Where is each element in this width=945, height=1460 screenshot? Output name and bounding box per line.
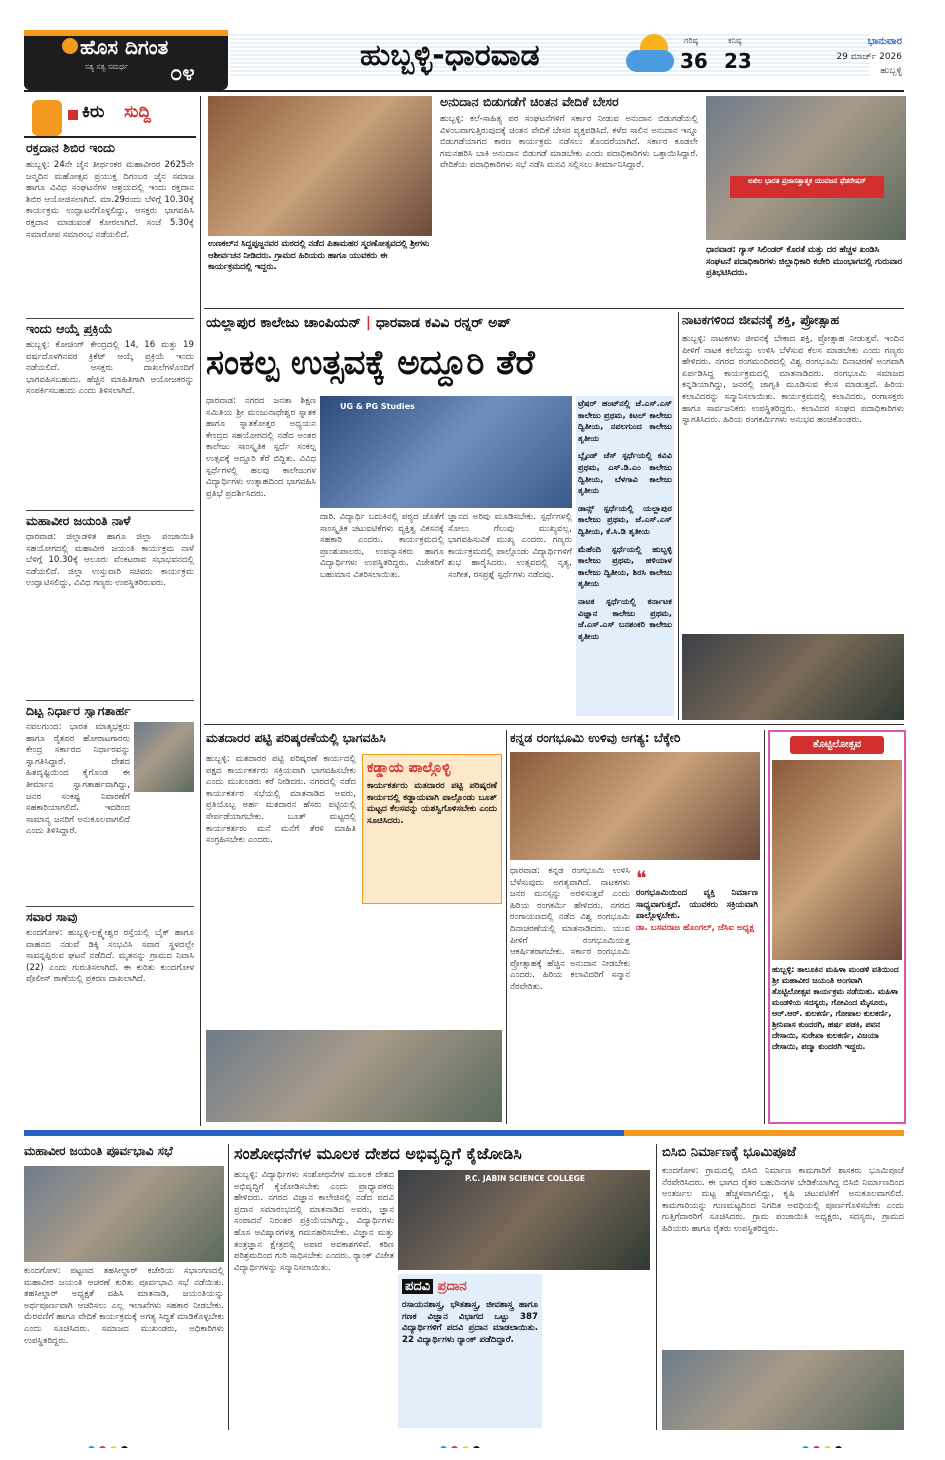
bisibi-photo [662, 1350, 904, 1430]
sankalpa-kicker-a: ಯಲ್ಲಾಪುರ ಕಾಲೇಜು ಚಾಂಪಿಯನ್ [206, 315, 361, 331]
min-temp: 23 [724, 49, 752, 73]
kirusuddi-item-4-body: ನವಲಗುಂದ: ಭಾರತ ಮಾತೃಭಕ್ತರು ಹಾಗೂ ರೈತಪರ ಹೋರಾಟಗಾರರು ಕೇಂದ್ರ ಸರ್ಕಾರದ ನಿರ್ಧಾರವನ್ನು ಸ್ವಾಗತಿಸಿದ್ದಾರೆ. ದೇಶದ ಹಿತದೃಷ್ಟಿಯಿಂದ ಕೈಗೊಂಡ ಈ ತೀರ್ಮಾನ ಸ್ವಾಗತಾರ್ಹವಾಗಿದ್ದು, ಜನರ ಸಂಕಷ್ಟ ನಿವಾರಣೆಗೆ ಸಹಕಾರಿಯಾಗಲಿದೆ. ಇದರಿಂದ ಸಾಮಾನ್ಯ ಜನರಿಗೆ ಅನುಕೂಲವಾಗಲಿದೆ ಎಂದು ತಿಳಿಸಿದ್ದಾರೆ. [26, 722, 130, 837]
sankalpa-kicker-b: ಧಾರವಾಡ ಕವಿವಿ ರನ್ನರ್ ಅಪ್ [375, 315, 511, 331]
sankalpa-photo-banner: UG & PG Studies [340, 402, 415, 411]
kannada-ranga-quote-box [634, 866, 760, 966]
color-dots-mid [438, 1438, 498, 1448]
sankalpa-kicker-sep: | [365, 315, 376, 331]
sankalpa-result-5: ನಾಟಕ ಸ್ಪರ್ಧೆಯಲ್ಲಿ ಕರ್ನಾಟಕ ವಿಜ್ಞಾನ ಕಾಲೇಜು ಪ್ರಥಮ, ಜೆ.ಎಸ್.ಎಸ್ ಬನಶಂಕರಿ ಕಾಲೇಜು ತೃತೀಯ [578, 595, 672, 641]
sankalpa-kicker [206, 312, 674, 334]
matadara-body: ಹುಬ್ಬಳ್ಳಿ: ಮತದಾರರ ಪಟ್ಟಿ ಪರಿಷ್ಕರಣೆ ಕಾರ್ಯದಲ್ಲಿ ಪಕ್ಷದ ಕಾರ್ಯಕರ್ತರು ಸಕ್ರಿಯವಾಗಿ ಭಾಗವಹಿಸಬೇಕು ಎಂದು ಮುಖಂಡರು ಕರೆ ನೀಡಿದರು. ನಗರದಲ್ಲಿ ನಡೆದ ಕಾರ್ಯಕರ್ತರ ಸಭೆಯಲ್ಲಿ ಮಾತನಾಡಿದ ಅವರು, ಪ್ರತಿಯೊಬ್ಬ ಅರ್ಹ ಮತದಾರನ ಹೆಸರು ಪಟ್ಟಿಯಲ್ಲಿ ಸೇರ್ಪಡೆಯಾಗಬೇಕು. ಬೂತ್ ಮಟ್ಟದಲ್ಲಿ ಕಾರ್ಯಕರ್ತರು ಮನೆ ಮನೆಗೆ ತೆರಳಿ ಮಾಹಿತಿ ಸಂಗ್ರಹಿಸಬೇಕು ಎಂದರು. [206, 754, 356, 846]
tottilotsava-photo [772, 760, 902, 960]
samshodhana-box [398, 1274, 542, 1428]
column-divider [200, 96, 201, 1126]
nataka-title: ನಾಟಕಗಳಿಂದ ಜೀವನಕ್ಕೆ ಶಕ್ತಿ, ಪ್ರೋತ್ಸಾಹ [682, 312, 840, 327]
samshodhana-box-body: ರಸಾಯನಶಾಸ್ತ್ರ, ಭೌತಶಾಸ್ತ್ರ, ಜೀವಶಾಸ್ತ್ರ ಹಾಗೂ ಗಣಕ ವಿಜ್ಞಾನ ವಿಭಾಗದ ಒಟ್ಟು 387 ವಿದ್ಯಾರ್ಥಿಗಳಿಗೆ ಪದವಿ ಪ್ರದಾನ ಮಾಡಲಾಯಿತು. 22 ವಿದ್ಯಾರ್ಥಿಗಳು ರ‍್ಯಾಂಕ್ ಪಡೆದಿದ್ದಾರೆ. [402, 1300, 538, 1345]
row-rule-2 [204, 724, 904, 725]
column-divider-2 [678, 312, 679, 720]
nataka-body: ಹುಬ್ಬಳ್ಳಿ: ನಾಟಕಗಳು ಜೀವನಕ್ಕೆ ಬೇಕಾದ ಶಕ್ತಿ, ಪ್ರೋತ್ಸಾಹ ನೀಡುತ್ತವೆ. ಇಂದಿನ ಪೀಳಿಗೆ ನಾಟಕ ಕಲೆಯನ್ನು ಉಳಿಸಿ ಬೆಳೆಸುವ ಕೆಲಸ ಮಾಡಬೇಕು ಎಂದು ಗಣ್ಯರು ಹೇಳಿದರು. ನಗರದ ರಂಗಮಂದಿರದಲ್ಲಿ ವಿಶ್ವ ರಂಗಭೂಮಿ ದಿನಾಚರಣೆ ಅಂಗವಾಗಿ ಏರ್ಪಡಿಸಿದ್ದ ಕಾರ್ಯಕ್ರಮದಲ್ಲಿ ಮಾತನಾಡಿದರು. ರಂಗಭೂಮಿ ಸಮಾಜದ ಕನ್ನಡಿಯಾಗಿದ್ದು, ಜನರಲ್ಲಿ ಜಾಗೃತಿ ಮೂಡಿಸುವ ಕೆಲಸ ಮಾಡುತ್ತದೆ. ಹಿರಿಯ ಕಲಾವಿದರನ್ನು ಸನ್ಮಾನಿಸಲಾಯಿತು. ಕಾರ್ಯಕ್ರಮದಲ್ಲಿ ಕಲಾವಿದರು, ರಂಗಾಸಕ್ತರು ಹಾಗೂ ಸಾರ್ವಜನಿಕರು ಉಪಸ್ಥಿತರಿದ್ದರು. ಕಲಾವಿದರ ಸಂಘದ ಪದಾಧಿಕಾರಿಗಳು ಸ್ವಾಗತಿಸಿದರು. ಹಿರಿಯ ರಂಗಕರ್ಮಿಗಳು ಅನುಭವ ಹಂಚಿಕೊಂಡರು. [682, 334, 904, 426]
tottilotsava-tag: ತೊಟ್ಟಿಲೋತ್ಸವ [790, 736, 884, 754]
sankalpa-result-4: ಮೆಹೆಂದಿ ಸ್ಪರ್ಧೆಯಲ್ಲಿ ಹುಬ್ಬಳ್ಳಿ ಕಾಲೇಜು ಪ್ರಥಮ, ಹಳಿಯಾಳ ಕಾಲೇಜು ದ್ವಿತೀಯ, ಶಿರಸಿ ಕಾಲೇಜು ತೃತೀಯ [578, 543, 672, 589]
kirusuddi-item-1-body: ಹುಬ್ಬಳ್ಳಿ: 24ನೇ ಜೈನ ತೀರ್ಥಂಕರ ಮಹಾವೀರರ 2625ನೇ ಜನ್ಮದಿನ ಮಹೋತ್ಸವ ಪ್ರಯುಕ್ತ ದಿಗಂಬರ ಜೈನ ಸಮಾಜ ಹಾಗೂ ವಿವಿಧ ಸಂಘಟನೆಗಳ ಆಶ್ರಯದಲ್ಲಿ ಇಂದು ರಕ್ತದಾನ ಶಿಬಿರ ಆಯೋಜಿಸಲಾಗಿದೆ. ಮಾ.29ರಂದು ಬೆಳಿಗ್ಗೆ 10.30ಕ್ಕೆ ಕಾರ್ಯಕ್ರಮ ಉದ್ಘಾಟನೆಗೊಳ್ಳಲಿದ್ದು, ಆಸಕ್ತರು ಭಾಗವಹಿಸಿ ರಕ್ತದಾನ ಮಾಡುವಂತೆ ಕೋರಲಾಗಿದೆ. ಸಂಜೆ 5.30ಕ್ಕೆ ಸಮಾರೋಪ ಸಮಾರಂಭ ನಡೆಯಲಿದೆ. [26, 160, 194, 240]
quote-icon: ❝ [636, 866, 647, 890]
nataka-photo [682, 634, 904, 720]
kirusuddi-portrait-photo [134, 722, 194, 792]
mahaveera-sabhe-photo [24, 1166, 224, 1262]
page-number: ೦೪ [170, 61, 195, 86]
protest-photo [706, 96, 906, 240]
kirusuddi-column [24, 96, 196, 1126]
kirusuddi-item-2-title: ಇಂದು ಆಯ್ಕೆ ಪ್ರಕ್ರಿಯೆ [26, 318, 194, 336]
logo-text: ಹೊಸ ದಿಗಂತ [80, 35, 169, 59]
top-story-photo [208, 96, 432, 236]
sankalpa-result-1: ಟ್ರೆಷರ್ ಹಂಟ್‌ನಲ್ಲಿ ಜೆ.ಎಸ್.ಎಸ್ ಕಾಲೇಜು ಪ್ರಥಮ, ಕಿಟಲ್ ಕಾಲೇಜು ದ್ವಿತೀಯ, ನವಲಗುಂದ ಕಾಲೇಜು ತೃತೀಯ [578, 398, 672, 443]
kirusuddi-item-5-body: ಕುಂದಗೋಳ: ಹುಬ್ಬಳ್ಳಿ-ಲಕ್ಷ್ಮೇಶ್ವರ ರಸ್ತೆಯಲ್ಲಿ ಬೈಕ್ ಹಾಗೂ ವಾಹನದ ನಡುವೆ ಡಿಕ್ಕಿ ಸಂಭವಿಸಿ ಸವಾರ ಸ್ಥಳದಲ್ಲೇ ಸಾವನ್ನಪ್ಪಿರುವ ಘಟನೆ ನಡೆದಿದೆ. ಮೃತನನ್ನು ಗ್ರಾಮದ ನಿವಾಸಿ (22) ಎಂದು ಗುರುತಿಸಲಾಗಿದೆ. ಈ ಕುರಿತು ಕುಂದಗೋಳ ಪೊಲೀಸ್ ಠಾಣೆಯಲ್ಲಿ ಪ್ರಕರಣ ದಾಖಲಾಗಿದೆ. [26, 928, 194, 985]
kirusuddi-item-3-title: ಮಹಾವೀರ ಜಯಂತಿ ನಾಳೆ [26, 510, 194, 528]
column-divider-5 [228, 1144, 229, 1430]
samshodhana-title: ಸಂಶೋಧನೆಗಳ ಮೂಲಕ ದೇಶದ ಅಭಿವೃದ್ಧಿಗೆ ಕೈಜೋಡಿಸಿ [234, 1144, 522, 1163]
kirusuddi-item-3-body: ಧಾರವಾಡ: ಜಿಲ್ಲಾಡಳಿತ ಹಾಗೂ ಜಿಲ್ಲಾ ಪಂಚಾಯಿತಿ ಸಹಯೋಗದಲ್ಲಿ ಮಹಾವೀರ ಜಯಂತಿ ಕಾರ್ಯಕ್ರಮ ನಾಳೆ ಬೆಳಿಗ್ಗೆ 10.30ಕ್ಕೆ ಆಲೂರು ವೆಂಕಟರಾವ ಸಭಾಭವನದಲ್ಲಿ ನಡೆಯಲಿದೆ. ಜಿಲ್ಲಾ ಉಸ್ತುವಾರಿ ಸಚಿವರು ಕಾರ್ಯಕ್ರಮ ಉದ್ಘಾಟಿಸಲಿದ್ದು, ವಿವಿಧ ಗಣ್ಯರು ಉಪಸ್ಥಿತರಿರುವರು. [26, 532, 194, 589]
sankalpa-col-1: ಧಾರವಾಡ: ನಗರದ ಜನತಾ ಶಿಕ್ಷಣ ಸಮಿತಿಯ ಶ್ರೀ ಮಂಜುನಾಥೇಶ್ವರ ಸ್ನಾತಕ ಹಾಗೂ ಸ್ನಾತಕೋತ್ತರ ಅಧ್ಯಯನ ಕೇಂದ್ರದ ಸಹಯೋಗದಲ್ಲಿ ನಡೆದ ಅಂತರ ಕಾಲೇಜು ಸಾಂಸ್ಕೃತಿಕ ಸ್ಪರ್ಧೆ ಸಂಕಲ್ಪ ಉತ್ಸವಕ್ಕೆ ಅದ್ದೂರಿ ತೆರೆ ಬಿದ್ದಿತು. ವಿವಿಧ ಸ್ಪರ್ಧೆಗಳಲ್ಲಿ ಹಲವು ಕಾಲೇಜುಗಳ ವಿದ್ಯಾರ್ಥಿಗಳು ಉತ್ಸಾಹದಿಂದ ಭಾಗವಹಿಸಿ ಪ್ರತಿಭೆ ಪ್ರದರ್ಶಿಸಿದರು. [206, 396, 316, 499]
anudana-title: ಅನುದಾನ ಬಿಡುಗಡೆಗೆ ಚಿಂತನ ವೇದಿಕೆ ಬೇಸರ [440, 94, 619, 109]
samshodhana-body: ಹುಬ್ಬಳ್ಳಿ: ವಿದ್ಯಾರ್ಥಿಗಳು ಸಂಶೋಧನೆಗಳ ಮೂಲಕ ದೇಶದ ಅಭಿವೃದ್ಧಿಗೆ ಕೈಜೋಡಿಸಬೇಕು ಎಂದು ಪ್ರಾಧ್ಯಾಪಕರು ಹೇಳಿದರು. ನಗರದ ವಿಜ್ಞಾನ ಕಾಲೇಜಿನಲ್ಲಿ ನಡೆದ ಪದವಿ ಪ್ರದಾನ ಸಮಾರಂಭದಲ್ಲಿ ಮಾತನಾಡಿದ ಅವರು, ಜ್ಞಾನ ಸಂಪಾದನೆ ನಿರಂತರ ಪ್ರಕ್ರಿಯೆಯಾಗಿದ್ದು, ವಿದ್ಯಾರ್ಥಿಗಳು ಹೊಸ ಆವಿಷ್ಕಾರಗಳತ್ತ ಗಮನಹರಿಸಬೇಕು. ವಿಜ್ಞಾನ ಮತ್ತು ತಂತ್ರಜ್ಞಾನ ಕ್ಷೇತ್ರದಲ್ಲಿ ಅಪಾರ ಅವಕಾಶಗಳಿವೆ. ಕಠಿಣ ಪರಿಶ್ರಮದಿಂದ ಗುರಿ ಸಾಧಿಸಬೇಕು ಎಂದರು. ರ‍್ಯಾಂಕ್ ವಿಜೇತ ವಿದ್ಯಾರ್ಥಿಗಳನ್ನು ಸನ್ಮಾನಿಸಲಾಯಿತು. [234, 1170, 394, 1273]
kirusuddi-label-b: ಸುದ್ದಿ [124, 102, 151, 122]
date-label: 29 ಮಾರ್ಚ್ 2026 [836, 52, 902, 62]
logo-emblem-icon [62, 38, 78, 54]
sankalpa-result-3: ಡಾನ್ಸ್ ಸ್ಪರ್ಧೆಯಲ್ಲಿ ಯಲ್ಲಾಪುರ ಕಾಲೇಜು ಪ್ರಥಮ, ಜೆ.ಎಸ್.ಎಸ್ ದ್ವಿತೀಯ, ಕೆ.ಸಿ.ಡಿ ತೃತೀಯ [578, 502, 672, 536]
samshodhana-box-b: ಪ್ರದಾನ [437, 1279, 467, 1294]
max-temp-label: ಗರಿಷ್ಠ [684, 36, 698, 45]
sankalpa-results-box [576, 396, 674, 716]
weather-cloud-icon [626, 50, 674, 72]
mahaveera-sabhe-body: ಕುಂದಗೋಳ: ಪಟ್ಟಣದ ತಹಸೀಲ್ದಾರ್ ಕಚೇರಿಯ ಸಭಾಂಗಣದಲ್ಲಿ ಮಹಾವೀರ ಜಯಂತಿ ಆಚರಣೆ ಕುರಿತು ಪೂರ್ವಭಾವಿ ಸಭೆ ನಡೆಯಿತು. ತಹಸೀಲ್ದಾರ್ ಅಧ್ಯಕ್ಷತೆ ವಹಿಸಿ ಮಾತನಾಡಿ, ಜಯಂತಿಯನ್ನು ಅರ್ಥಪೂರ್ಣವಾಗಿ ಆಚರಿಸಲು ಎಲ್ಲ ಇಲಾಖೆಗಳು ಸಹಕಾರ ನೀಡಬೇಕು. ಮೆರವಣಿಗೆ ಹಾಗೂ ವೇದಿಕೆ ಕಾರ್ಯಕ್ರಮಕ್ಕೆ ಅಗತ್ಯ ಸಿದ್ಧತೆ ಮಾಡಿಕೊಳ್ಳಬೇಕು ಎಂದು ಸೂಚಿಸಿದರು. ಸಮಾಜದ ಮುಖಂಡರು, ಅಧಿಕಾರಿಗಳು ಉಪಸ್ಥಿತರಿದ್ದರು. [24, 1266, 224, 1346]
column-divider-3 [506, 730, 507, 1124]
color-dots-right [800, 1438, 860, 1448]
bisibi-body: ಕುಂದಗೋಳ: ಗ್ರಾಮದಲ್ಲಿ ಬಿಸಿಬಿ ನಿರ್ಮಾಣ ಕಾಮಗಾರಿಗೆ ಶಾಸಕರು ಭೂಮಿಪೂಜೆ ನೆರವೇರಿಸಿದರು. ಈ ಭಾಗದ ರೈತರ ಬಹುದಿನಗಳ ಬೇಡಿಕೆಯಾಗಿದ್ದ ಬಿಸಿಬಿ ನಿರ್ಮಾಣದಿಂದ ಅಂತರ್ಜಲ ಮಟ್ಟ ಹೆಚ್ಚಳವಾಗಲಿದ್ದು, ಕೃಷಿ ಚಟುವಟಿಕೆಗೆ ಅನುಕೂಲವಾಗಲಿದೆ. ಕಾಮಗಾರಿಯನ್ನು ಗುಣಮಟ್ಟದಿಂದ ನಿಗದಿತ ಅವಧಿಯಲ್ಲಿ ಪೂರ್ಣಗೊಳಿಸಬೇಕು ಎಂದು ಗುತ್ತಿಗೆದಾರರಿಗೆ ಸೂಚಿಸಿದರು. ಗ್ರಾಮ ಪಂಚಾಯಿತಿ ಅಧ್ಯಕ್ಷರು, ಸದಸ್ಯರು, ಗ್ರಾಮದ ಹಿರಿಯರು ಹಾಗೂ ರೈತರು ಉಪಸ್ಥಿತರಿದ್ದರು. [662, 1166, 904, 1234]
protest-caption: ಧಾರವಾಡ: ಗ್ಯಾಸ್ ಸಿಲಿಂಡರ್ ಕೊರತೆ ಮತ್ತು ದರ ಹೆಚ್ಚಳ ಖಂಡಿಸಿ ಸಂಘಟನೆ ಪದಾಧಿಕಾರಿಗಳು ಜಿಲ್ಲಾಧಿಕಾರಿ ಕಚೇರಿ ಮುಂಭಾಗದಲ್ಲಿ ಗುರುವಾರ ಪ್ರತಿಭಟಿಸಿದರು. [706, 244, 903, 277]
section-title: ಹುಬ್ಬಳ್ಳಿ-ಧಾರವಾಡ [360, 38, 540, 73]
kirusuddi-item-4-title: ದಿಟ್ಟ ನಿರ್ಧಾರ ಸ್ವಾಗತಾರ್ಹ [26, 700, 194, 718]
matadara-title: ಮತದಾರರ ಪಟ್ಟಿ ಪರಿಷ್ಕರಣೆಯಲ್ಲಿ ಭಾಗವಹಿಸಿ [206, 730, 386, 745]
min-temp-label: ಕನಿಷ್ಠ [728, 36, 742, 45]
row-rule-1 [204, 308, 904, 309]
kannada-ranga-quote: ರಂಗಭೂಮಿಯಿಂದ ವ್ಯಕ್ತಿ ನಿರ್ಮಾಣ ಸಾಧ್ಯವಾಗುತ್ತದೆ. ಯುವಕರು ಸಕ್ರಿಯವಾಗಿ ಪಾಲ್ಗೊಳ್ಳಬೇಕು. [636, 888, 758, 922]
divider-blue [24, 1130, 624, 1136]
masthead-rule [24, 90, 904, 92]
samshodhana-body-2 [546, 1274, 652, 1428]
matadara-photo [206, 1030, 502, 1122]
anudana-body: ಹುಬ್ಬಳ್ಳಿ: ಕಲೆ-ಸಾಹಿತ್ಯ ಪರ ಸಂಘಟನೆಗಳಿಗೆ ಸರ್ಕಾರ ನೀಡುವ ಅನುದಾನ ಬಿಡುಗಡೆಯಲ್ಲಿ ವಿಳಂಬವಾಗುತ್ತಿರುವುದಕ್ಕೆ ಚಿಂತನ ವೇದಿಕೆ ಬೇಸರ ವ್ಯಕ್ತಪಡಿಸಿದೆ. ಕಳೆದ ಸಾಲಿನ ಅನುದಾನ ಇನ್ನೂ ಬಿಡುಗಡೆಯಾಗದ ಕಾರಣ ಕಾರ್ಯಕ್ರಮ ನಡೆಸಲು ತೊಂದರೆಯಾಗಿದೆ. ಸರ್ಕಾರ ಕೂಡಲೇ ಗಮನಹರಿಸಿ ಬಾಕಿ ಅನುದಾನ ಬಿಡುಗಡೆ ಮಾಡಬೇಕು ಎಂದು ಪದಾಧಿಕಾರಿಗಳು ಒತ್ತಾಯಿಸಿದ್ದಾರೆ. ವೇದಿಕೆಯ ಪದಾಧಿಕಾರಿಗಳು ಸಭೆ ನಡೆಸಿ ಮನವಿ ಸಲ್ಲಿಸಲು ತೀರ್ಮಾನಿಸಿದ್ದಾರೆ. [440, 114, 698, 171]
masthead [0, 0, 945, 92]
divider-orange [624, 1130, 904, 1136]
tottilotsava-caption: ಹುಬ್ಬಳ್ಳಿ: ತಾಲೂಕಿನ ಮಹಿಳಾ ಮಂಡಳಿ ವತಿಯಿಂದ ಶ್ರೀ ಮಹಾವೀರ ಜಯಂತಿ ಅಂಗವಾಗಿ ತೊಟ್ಟಿಲೋತ್ಸವ ಕಾರ್ಯಕ್ರಮ ನಡೆಯಿತು. ಮಹಿಳಾ ಮಂಡಳಿಯ ಸದಸ್ಯರು, ಗೋವಿಂದ ಮೈಸೂರು, ಆರ್.ಆರ್. ಕುಲಕರ್ಣಿ, ಗೋಪಾಲ ಕುಲಕರ್ಣಿ, ಶ್ರೀನಿವಾಸ ಕುಂದರಗಿ, ಹರ್ಷ ಪಡಕಿ, ಪವನ ದೇಸಾಯಿ, ಸುರೇಖಾ ಕುಲಕರ್ಣಿ, ವಿಜಯಾ ದೇಸಾಯಿ, ಪದ್ಮಾ ಕುಂದರಗಿ ಇದ್ದರು. [772, 965, 899, 1051]
sankalpa-col-2: ದಾರಿ. ವಿದ್ಯಾರ್ಥಿ ಬದುಕಿನಲ್ಲಿ ಪಠ್ಯದ ಜೊತೆಗೆ ಸಾಂಸ್ಕೃತಿಕ ಚಟುವಟಿಕೆಗಳು ವ್ಯಕ್ತಿತ್ವ ವಿಕಸನಕ್ಕೆ ಸಹಕಾರಿ ಎಂದರು. ಕಾರ್ಯಕ್ರಮದಲ್ಲಿ ಪ್ರಾಂಶುಪಾಲರು, ಉಪನ್ಯಾಸಕರು ಹಾಗೂ ವಿದ್ಯಾರ್ಥಿಗಳು ಉಪಸ್ಥಿತರಿದ್ದರು. ವಿಜೇತರಿಗೆ ಬಹುಮಾನ ವಿತರಿಸಲಾಯಿತು. [320, 512, 444, 580]
kannada-ranga-title: ಕನ್ನಡ ರಂಗಭೂಮಿ ಉಳಿವು ಅಗತ್ಯ: ಬೆಕ್ಕೇರಿ [510, 730, 681, 745]
bisibi-title: ಬಿಸಿಬಿ ನಿರ್ಮಾಣಕ್ಕೆ ಭೂಮಿಪೂಜೆ [662, 1145, 797, 1160]
kannada-ranga-body: ಧಾರವಾಡ: ಕನ್ನಡ ರಂಗಭೂಮಿ ಉಳಿಸಿ ಬೆಳೆಸುವುದು ಅಗತ್ಯವಾಗಿದೆ. ನಾಟಕಗಳು ಜನರ ಮನಸ್ಸನ್ನು ಅರಳಿಸುತ್ತವೆ ಎಂದು ಹಿರಿಯ ರಂಗಕರ್ಮಿ ಹೇಳಿದರು. ನಗರದ ರಂಗಾಯಣದಲ್ಲಿ ನಡೆದ ವಿಶ್ವ ರಂಗಭೂಮಿ ದಿನಾಚರಣೆಯಲ್ಲಿ ಮಾತನಾಡಿದರು. ಯುವ ಪೀಳಿಗೆ ರಂಗಭೂಮಿಯತ್ತ ಆಕರ್ಷಿತರಾಗಬೇಕು. ಸರ್ಕಾರ ರಂಗಭೂಮಿ ಪ್ರೋತ್ಸಾಹಕ್ಕೆ ಹೆಚ್ಚಿನ ಅನುದಾನ ನೀಡಬೇಕು ಎಂದರು. ಹಿರಿಯ ಕಲಾವಿದರಿಗೆ ಸನ್ಮಾನ ನೆರವೇರಿತು. [510, 866, 630, 992]
mahaveera-sabhe-title: ಮಹಾವೀರ ಜಯಂತಿ ಪೂರ್ವಭಾವಿ ಸಭೆ [24, 1144, 173, 1158]
matadara-box-kicker: ಕಡ್ಡಾಯ ಪಾಲ್ಗೊಳ್ಳಿ [367, 760, 451, 776]
city-label: ಹುಬ್ಬಳ್ಳಿ [880, 66, 902, 76]
samshodhana-box-title [402, 1278, 538, 1296]
color-dots-left [86, 1438, 146, 1448]
max-temp: 36 [680, 49, 708, 73]
samshodhana-box-a: ಪದವಿ [402, 1279, 433, 1294]
kannada-ranga-quote-by: ಡಾ. ಬಸವರಾಜ ಹೊಂಗಲ್, ಜೆಸಿಐ ಅಧ್ಯಕ್ಷ [636, 922, 755, 933]
day-label: ಭಾನುವಾರ [867, 36, 902, 47]
kirusuddi-hand-icon [32, 100, 62, 136]
kirusuddi-label-a: ಕಿರು [82, 102, 105, 122]
bottom-divider-bar [24, 1130, 904, 1136]
kirusuddi-item-1-title: ರಕ್ತದಾನ ಶಿಬಿರ ಇಂದು [26, 140, 116, 155]
kirusuddi-item-2-body: ಹುಬ್ಬಳ್ಳಿ: ಕೋಚಿಂಗ್ ಕೇಂದ್ರದಲ್ಲಿ 14, 16 ಮತ್ತು 19 ವರ್ಷದೊಳಗಿನವರ ಕ್ರಿಕೆಟ್ ಆಯ್ಕೆ ಪ್ರಕ್ರಿಯೆ ಇಂದು ನಡೆಯಲಿದೆ. ಆಸಕ್ತರು ದಾಖಲೆಗಳೊಂದಿಗೆ ಭಾಗವಹಿಸಬಹುದು. ಹೆಚ್ಚಿನ ಮಾಹಿತಿಗಾಗಿ ಆಯೋಜಕರನ್ನು ಸಂಪರ್ಕಿಸಬಹುದು ಎಂದು ತಿಳಿಸಲಾಗಿದೆ. [26, 340, 194, 397]
sankalpa-col-3: ಜ್ಞಾನದ ಅರಿವು ಮೂಡಿಸಬೇಕು. ಸ್ಪರ್ಧೆಗಳಲ್ಲಿ ಸೋಲು ಗೆಲುವು ಮುಖ್ಯವಲ್ಲ, ಭಾಗವಹಿಸುವಿಕೆ ಮುಖ್ಯ ಎಂದರು. ಗಣ್ಯರು ಕಾರ್ಯಕ್ರಮದಲ್ಲಿ ಪಾಲ್ಗೊಂಡು ವಿದ್ಯಾರ್ಥಿಗಳಿಗೆ ಶುಭ ಹಾರೈಸಿದರು. ಉತ್ಸವದಲ್ಲಿ ನೃತ್ಯ, ಸಂಗೀತ, ರಸಪ್ರಶ್ನೆ ಸ್ಪರ್ಧೆಗಳು ನಡೆದವು. [448, 512, 572, 580]
column-divider-4 [764, 730, 765, 1124]
kirusuddi-rule [24, 136, 196, 138]
kirusuddi-bullet-icon [68, 110, 78, 120]
logo-sub: ಸತ್ಯ ಸತ್ವ ಸಮರ್ಥ [85, 62, 128, 71]
kirusuddi-item-5-title: ಸವಾರ ಸಾವು [26, 906, 194, 924]
column-divider-6 [656, 1144, 657, 1430]
samshodhana-photo-banner: P.C. JABIN SCIENCE COLLEGE [464, 1174, 586, 1183]
sankalpa-headline: ಸಂಕಲ್ಪ ಉತ್ಸವಕ್ಕೆ ಅದ್ದೂರಿ ತೆರೆ [206, 343, 535, 383]
protest-banner: ಅಖಿಲ ಭಾರತ ಪ್ರಜಾಸತ್ತಾತ್ಮಕ ಯುವಜನ ಫೆಡರೇಷನ್ [730, 176, 884, 198]
top-story-caption: ಉಣಕಲ್‌ನ ಸಿದ್ದಪ್ಪಜ್ಜನವರ ಮಠದಲ್ಲಿ ನಡೆದ ಪಿತಾಮಹರ ಸ್ಮರಣೋತ್ಸವದಲ್ಲಿ ಶ್ರೀಗಳು ಆಶೀರ್ವಚನ ನೀಡಿದರು. ಗ್ರಾಮದ ಹಿರಿಯರು ಹಾಗೂ ಯುವಕರು ಈ ಕಾರ್ಯಕ್ರಮದಲ್ಲಿ ಇದ್ದರು. [208, 238, 430, 271]
matadara-box [362, 754, 502, 904]
sankalpa-result-2: ಬ್ಲೈಂಡ್ ಚೆಸ್ ಸ್ಪರ್ಧೆಯಲ್ಲಿ ಕವಿವಿ ಪ್ರಥಮ, ಎಸ್.ಡಿ.ಎಂ ಕಾಲೇಜು ದ್ವಿತೀಯ, ಬೆಳಗಾವಿ ಕಾಲೇಜು ತೃತೀಯ [578, 450, 672, 496]
matadara-box-body: ಕಾರ್ಯಕರ್ತರು ಮತದಾರರ ಪಟ್ಟಿ ಪರಿಷ್ಕರಣೆ ಕಾರ್ಯದಲ್ಲಿ ಕಡ್ಡಾಯವಾಗಿ ಪಾಲ್ಗೊಂಡು ಬೂತ್ ಮಟ್ಟದ ಕೆಲಸವನ್ನು ಯಶಸ್ವಿಗೊಳಿಸಬೇಕು ಎಂದು ಸೂಚಿಸಿದರು. [367, 781, 497, 826]
kannada-ranga-photo [510, 752, 760, 860]
